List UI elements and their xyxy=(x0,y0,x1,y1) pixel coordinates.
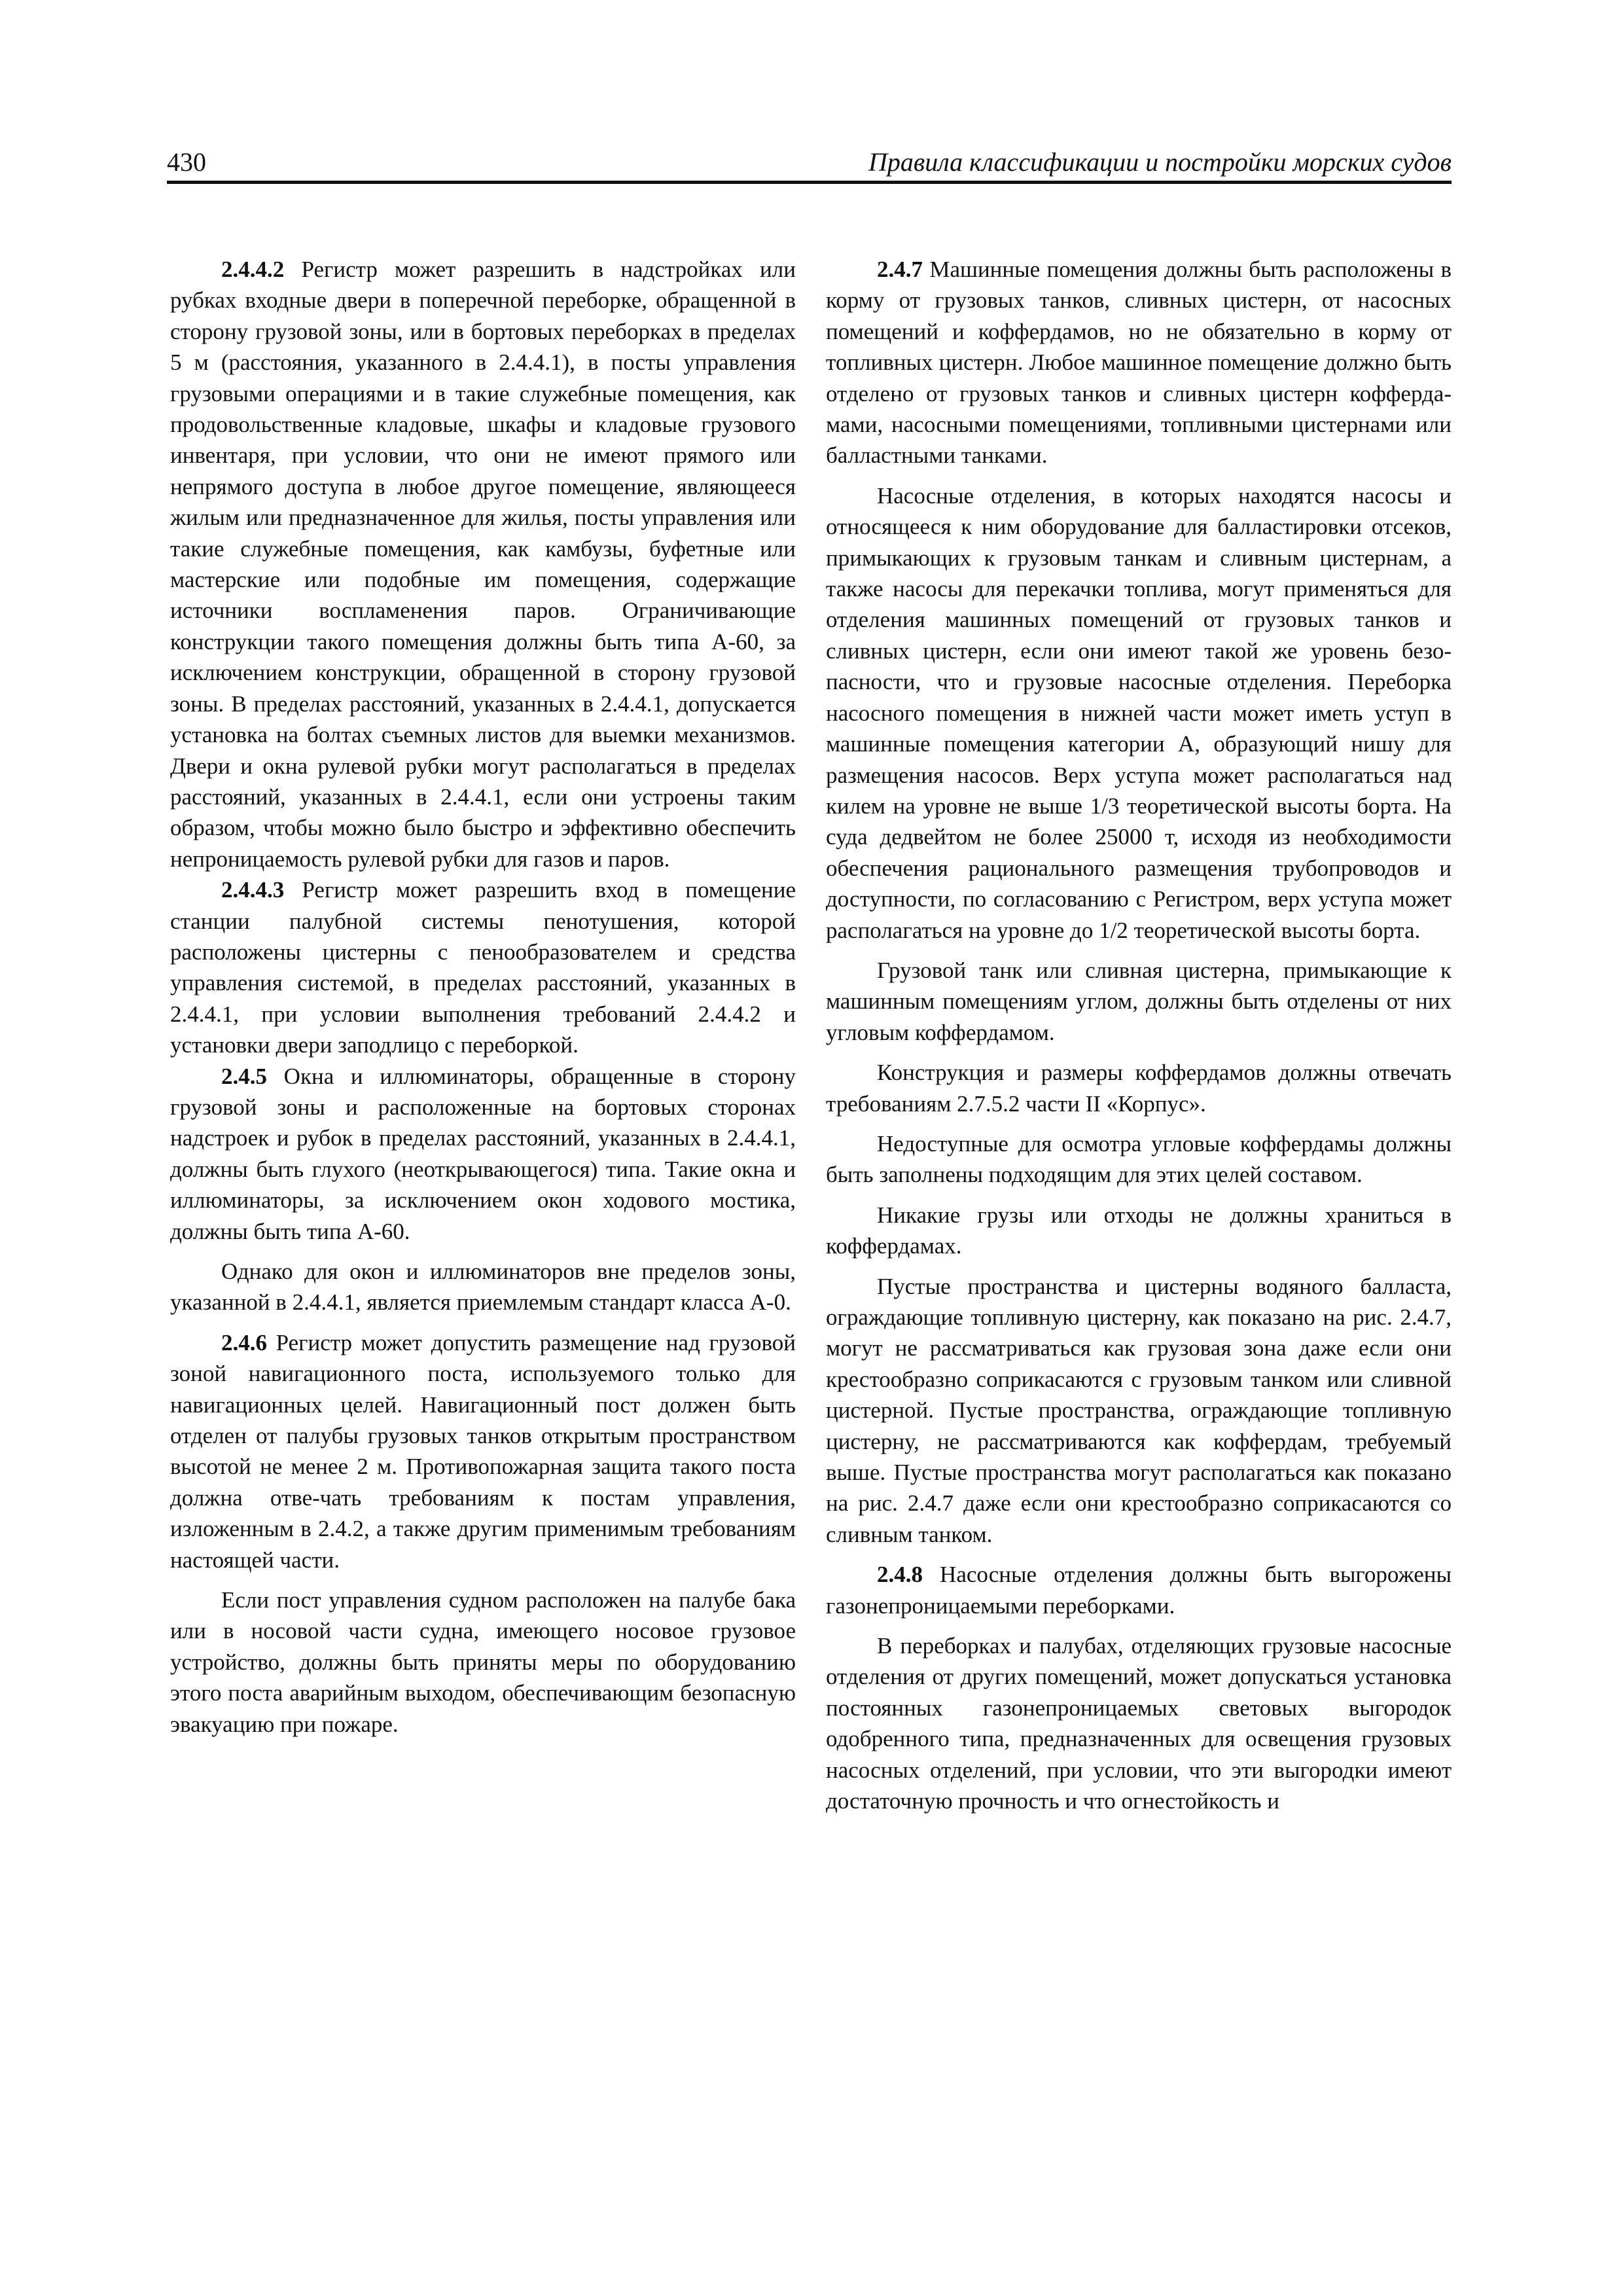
paragraph-2-4-4-3 xyxy=(170,874,796,1060)
paragraph-text: Окна и иллюминаторы, обращенные в сторону грузовой зоны и расположенные на бортовых сторонах надстроек и рубок в пределах расстояний, указанных в 2.4.4.1, должны быть глухого (неоткрывающегося) типа. Такие окна и иллюминаторы, за исключением окон ходового мостика, должны быть типа А-60. xyxy=(170,1063,796,1244)
paragraph-2-4-8 xyxy=(826,1559,1452,1621)
right-column xyxy=(826,254,1452,1817)
paragraph-light-enclosures xyxy=(826,1630,1452,1816)
paragraph-text: Грузовой танк или сливная цистерна, примыкающие к машинным помещениям углом, должны быть отделены от них угловым коффердамом. xyxy=(826,957,1452,1045)
paragraph-text: Однако для окон и иллюминаторов вне пределов зоны, указанной в 2.4.4.1, является приемлемым стандарт класса А-0. xyxy=(170,1259,796,1316)
left-column xyxy=(170,254,796,1740)
clause-number: 2.4.8 xyxy=(877,1562,923,1588)
paragraph-2-4-6 xyxy=(170,1327,796,1575)
paragraph-no-cargo-in-cofferdams xyxy=(826,1200,1452,1262)
paragraph-corner-cofferdam xyxy=(826,955,1452,1048)
clause-number: 2.4.7 xyxy=(877,257,923,282)
page-header xyxy=(167,145,1452,184)
clause-number: 2.4.4.2 xyxy=(221,257,285,282)
clause-number: 2.4.5 xyxy=(221,1063,267,1089)
paragraph-text: Насосные отделения должны быть выгорожены газонепроницаемыми переборками. xyxy=(826,1562,1452,1619)
paragraph-text: Регистр может разрешить в надстройках или рубках входные двери в поперечной переборке, обращенной в сторону грузовой зоны, или в бортовых переборках в пределах 5 м (расстояния, указанного в 2.4.4.1), в посты управления грузовыми операциями и в такие служебные помещения, как продовольственные кладовые, шкафы и кладовые грузового инвентаря, при условии, что они не имеют прямого или непрямого доступа в любое другое помещение, являющееся жилым или предназначенное для жилья, посты управления или такие служебные помещения, как камбузы, буфетные или мастерские или подобные им помещения, содержащие источники воспламенения паров. Ограничивающие конструкции такого помещения должны быть типа А-60, за исключением конструкции, обращенной в сторону грузовой зоны. В пределах расстояний, указанных в 2.4.4.1, допускается установка на болтах съемных листов для выемки механизмов. Двери и окна рулевой рубки могут располагаться в пределах расстояний, указанных в 2.4.4.1, если они устроены таким образом, чтобы можно было быстро и эффективно обеспечить непроницаемость рулевой рубки для газов и паров. xyxy=(170,257,796,872)
paragraph-text: Регистр может разрешить вход в помещение станции палубной системы пенотушения, которой расположены цистерны с пенообразователем и средства управления системой, в пределах расстояний, указанных в 2.4.4.1, при условии выполнения требований 2.4.4.2 и установки двери заподлицо с переборкой. xyxy=(170,877,796,1058)
paragraph-text: В переборках и палубах, отделяющих грузовые насосные отделения от других помещений, может допускаться установка постоянных газонепроницаемых световых выгородок одобренного типа, предназначенных для освещения грузовых насосных отделений, при условии, что эти выгородки имеют достаточную прочность и что огнестойкость и xyxy=(826,1633,1452,1814)
paragraph-2-4-7 xyxy=(826,254,1452,471)
page-number: 430 xyxy=(167,147,206,177)
paragraph-text: Если пост управления судном расположен на палубе бака или в носовой части судна, имеющего носовое грузовое устройство, должны быть приняты меры по оборудованию этого поста аварийным выходом, обеспечивающим безопасную эвакуацию при пожаре. xyxy=(170,1587,796,1737)
paragraph-pump-rooms xyxy=(826,480,1452,946)
running-title: Правила классификации и постройки морских судов xyxy=(868,147,1452,177)
clause-number: 2.4.4.3 xyxy=(221,877,285,903)
paragraph-text: Насосные отделения, в которых находятся насосы и относящееся к ним оборудование для балластировки отсеков, примыкающих к грузовым танкам и сливным цистернам, а также насосы для перекачки топлива, могут применяться для отделения машинных помещений от грузовых танков и сливных цистерн, если они имеют такой же уровень безопасности, что и грузовые насосные отделения. Переборка насосного помещения в нижней части может иметь уступ в машинные помещения категории А, образующий нишу для размещения насосов. Верх уступа может располагаться над килем на уровне не выше 1/3 теоретической высоты борта. На суда дедвейтом не более 25000 т, исходя из необходимости обеспечения рационального размещения трубопроводов и доступности, по согласованию с Регистром, верх уступа может располагаться на уровне до 1/2 теоретической высоты борта. xyxy=(826,482,1452,943)
clause-number: 2.4.6 xyxy=(221,1329,267,1355)
paragraph-text: Недоступные для осмотра угловые коффердамы должны быть заполнены подходящим для этих целей составом. xyxy=(826,1130,1452,1188)
paragraph-text: Машинные помещения должны быть расположены в корму от грузовых танков, сливных цистерн, от насосных помещений и коффердамов, но не обязательно в корму от топливных цистерн. Любое машинное помещение должно быть отделено от грузовых танков и сливных цистерн коффердамами, насосными помещениями, топливными цистернами или балластными танками. xyxy=(826,257,1452,469)
paragraph-text: Регистр может допустить размещение над грузовой зоной навигационного поста, используемого только для навигационных целей. Навигационный пост должен быть отделен от палубы грузовых танков открытым пространством высотой не менее 2 м. Противопожарная защита такого поста должна отве-чать требованиям к постам управления, изложенным в 2.4.2, а также другим применимым требованиям настоящей части. xyxy=(170,1329,796,1573)
paragraph-text: Никакие грузы или отходы не должны храниться в коффердамах. xyxy=(826,1202,1452,1259)
paragraph-text: Пустые пространства и цистерны водяного балласта, ограждающие топливную цистерну, как показано на рис. 2.4.7, могут не рассматриваться как грузовая зона даже если они крестообразно соприкасаются с грузовым танком или сливной цистерной. Пустые пространства, ограждающие топливную цистерну, не рассматриваются как коффердам, требуемый выше. Пустые пространства могут располагаться как показано на рис. 2.4.7 даже если они крестообразно соприкасаются со сливным танком. xyxy=(826,1273,1452,1547)
paragraph-2-4-5 xyxy=(170,1061,796,1247)
paragraph-inaccessible-cofferdams xyxy=(826,1128,1452,1191)
paragraph-void-spaces xyxy=(826,1271,1452,1551)
paragraph-2-4-6-forecastle-post xyxy=(170,1585,796,1740)
paragraph-cofferdam-design xyxy=(826,1057,1452,1119)
paragraph-2-4-5-window-standard xyxy=(170,1256,796,1318)
paragraph-text: Конструкция и размеры коффердамов должны отвечать требованиям 2.7.5.2 части II «Корпус». xyxy=(826,1060,1452,1117)
paragraph-2-4-4-2 xyxy=(170,254,796,874)
